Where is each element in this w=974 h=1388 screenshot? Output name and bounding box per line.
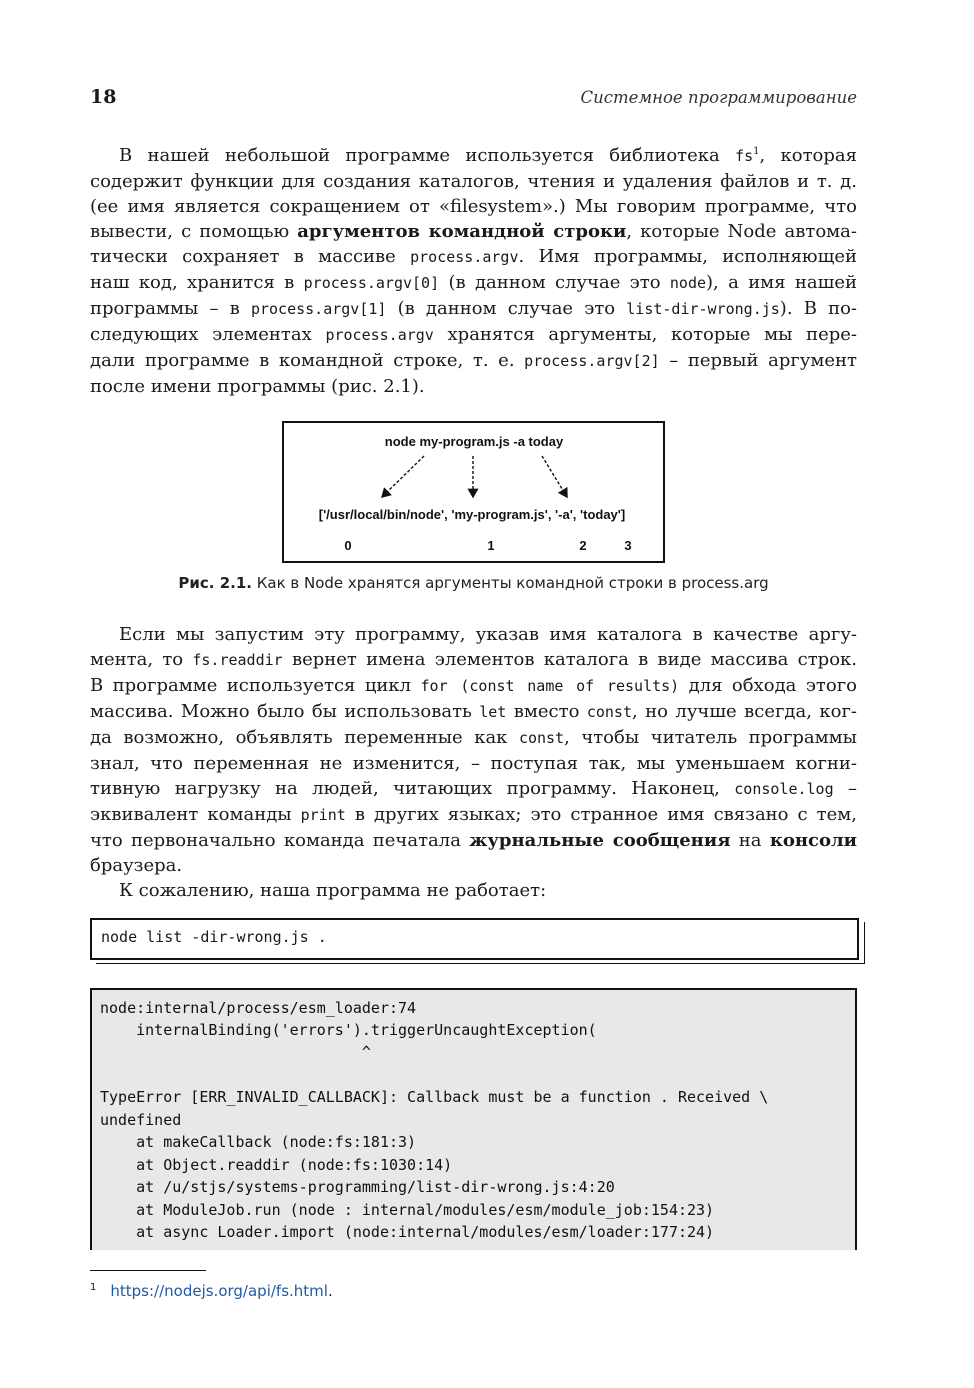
inline-code: process.argv[0] <box>303 274 440 292</box>
inline-code: let <box>479 703 507 721</box>
inline-code: process.argv <box>410 248 519 266</box>
text-line: содержит функции для создания каталогов, чтения и удаления файлов и т. д. <box>90 171 857 192</box>
inline-code: process.argv[1] <box>250 300 387 318</box>
text-line: мента, то fs.readdir вернет имена элементов каталога в виде массива строк. <box>90 649 857 670</box>
inline-code: fs <box>735 147 754 165</box>
output-line: at async Loader.import (node:internal/modules/esm/loader:177:24) <box>100 1223 715 1241</box>
bold-term: журнальные сообщения <box>469 830 731 851</box>
text-line: браузера. <box>90 855 183 876</box>
caption-text: Как в Node хранятся аргументы командной строки в process.arg <box>251 574 769 592</box>
text-line: В программе используется цикл for (const name of results) для обхода этого <box>90 675 857 696</box>
array-text: ['/usr/local/bin/node', 'my-program.js', '-a', 'today'] <box>318 507 626 522</box>
caption-label: Рис. 2.1. <box>178 574 252 592</box>
text-line: (ее имя является сокращением от «filesystem».) Мы говорим программе, что <box>90 196 857 217</box>
command-text: node my-program.js -a today <box>384 434 564 449</box>
footnote-suffix: . <box>327 1282 333 1300</box>
bold-term: аргументов командной строки <box>297 221 627 242</box>
text-line: вывести, с помощью аргументов командной строки, которые Node автома- <box>90 221 857 242</box>
text-line: что первоначально команда печатала журнальные сообщения на консоли <box>90 830 858 851</box>
output-line: at makeCallback (node:fs:181:3) <box>100 1133 417 1151</box>
output-line: node:internal/process/esm_loader:74 <box>100 999 417 1017</box>
index-0: 0 <box>344 538 352 553</box>
text-line: В нашей небольшой программе используется библиотека $fs^1$, которая <box>119 145 858 166</box>
footnote-link[interactable]: https://nodejs.org/api/fs.html <box>110 1282 328 1300</box>
arrow-2 <box>542 456 567 497</box>
inline-code: fs.readdir <box>192 651 283 669</box>
output-line: at ModuleJob.run (node : internal/modules/esm/module_job:154:23) <box>100 1201 715 1219</box>
output-line: internalBinding('errors').triggerUncaughtException( <box>100 1021 597 1039</box>
output-line: ^ <box>100 1043 371 1061</box>
inline-code: console.log <box>734 780 834 798</box>
footnote-ref[interactable]: 1 <box>753 146 760 157</box>
arrow-0 <box>382 456 424 497</box>
figure-caption <box>90 574 857 592</box>
output-line: TypeError [ERR_INVALID_CALLBACK]: Callback must be a function . Received \ <box>100 1088 769 1106</box>
output-line: at /u/stjs/systems-programming/list-dir-wrong.js:4:20 <box>100 1178 615 1196</box>
text-line: программы – в process.argv[1] (в данном случае это list-dir-wrong.js). В по- <box>90 298 857 319</box>
inline-code: process.argv[2] <box>524 352 660 370</box>
text-line: тически сохраняет в массиве process.argv. Имя программы, исполняющей <box>90 246 857 267</box>
error-output-listing <box>90 988 857 1250</box>
text-line: К сожалению, наша программа не работает: <box>119 880 547 901</box>
inline-code: process.argv <box>325 326 434 344</box>
page-number: 18 <box>90 86 117 108</box>
text-line: после имени программы (рис. 2.1). <box>90 376 425 397</box>
inline-code: for (const name of results) <box>420 677 680 695</box>
inline-code: const <box>586 703 632 721</box>
output-line: undefined <box>100 1111 182 1129</box>
footnote-number: 1 <box>90 1282 97 1293</box>
inline-code: const <box>518 729 565 747</box>
inline-code: list-dir-wrong.js <box>626 300 780 318</box>
index-1: 1 <box>487 538 495 553</box>
inline-code: print <box>300 806 346 824</box>
text-line: тивную нагрузку на людей, читающих программу. Наконец, console.log – <box>90 778 857 799</box>
command-listing <box>90 918 859 960</box>
inline-code: node <box>669 274 707 292</box>
text-line: массива. Можно было бы использовать let вместо const, но лучше всегда, ког- <box>90 701 857 722</box>
figure-2-1 <box>282 421 665 563</box>
output-line: at Object.readdir (node:fs:1030:14) <box>100 1156 453 1174</box>
command-text: node list -dir-wrong.js . <box>101 928 327 946</box>
footnote-divider <box>90 1270 206 1271</box>
text-line: дали программе в командной строке, т. е. process.argv[2] – первый аргумент <box>90 350 857 371</box>
text-line: наш код, хранится в process.argv[0] (в данном случае это node), а имя нашей <box>90 272 857 293</box>
text-line: Если мы запустим эту программу, указав имя каталога в качестве аргу- <box>119 624 857 645</box>
text-line: эквивалент команды print в других языках; это странное имя связано с тем, <box>90 804 857 825</box>
footnote <box>90 1282 333 1300</box>
bold-term: консоли <box>769 830 858 851</box>
argv-diagram <box>284 423 663 561</box>
paragraph-2 <box>90 622 857 903</box>
running-header <box>90 86 857 114</box>
text-line: да возможно, объявлять переменные как const, чтобы читатель программы <box>90 727 857 748</box>
index-3: 3 <box>624 538 632 553</box>
paragraph-1 <box>90 143 857 399</box>
text-line: следующих элементах process.argv хранятся аргументы, которые мы пере- <box>90 324 858 345</box>
text-line: знал, что переменная не изменится, – поступая так, мы уменьшаем когни- <box>90 753 857 774</box>
index-2: 2 <box>579 538 587 553</box>
running-title: Системное программирование <box>580 88 857 107</box>
